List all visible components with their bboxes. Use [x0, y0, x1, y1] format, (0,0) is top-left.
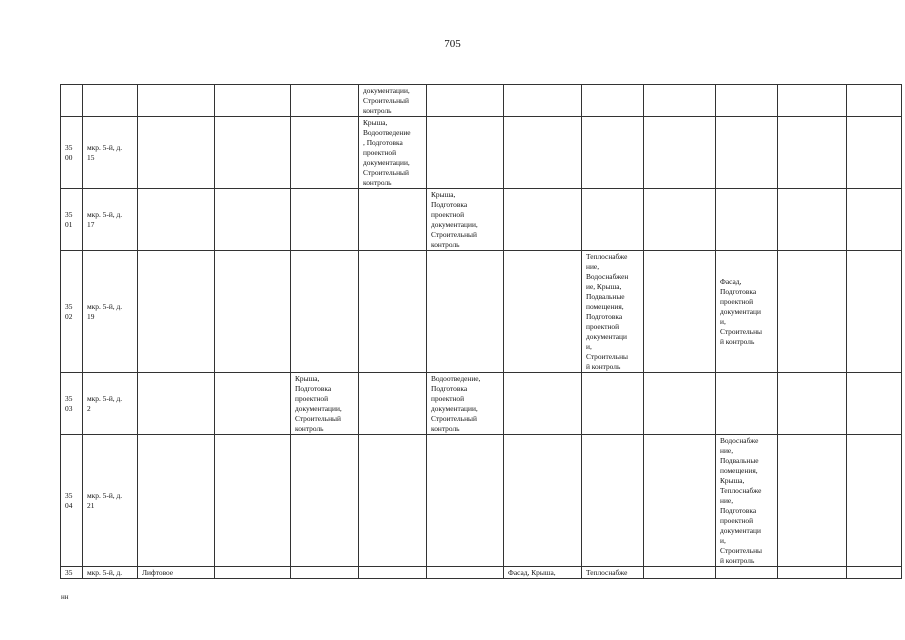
table-cell-address: мкр. 5-й, д. 2 — [83, 373, 138, 435]
table-cell-c11 — [716, 567, 778, 579]
table-cell-c13 — [847, 189, 902, 251]
table-cell-c3 — [138, 373, 215, 435]
table-cell-c8 — [504, 85, 582, 117]
table-cell-c4 — [215, 373, 291, 435]
table-cell-c5 — [291, 85, 359, 117]
table-cell-c11 — [716, 373, 778, 435]
table-row — [61, 85, 902, 117]
table-cell-c6 — [359, 435, 427, 567]
table-cell-c9 — [582, 435, 644, 567]
table-cell-c8 — [504, 117, 582, 189]
footer-note: нн — [61, 593, 69, 601]
table-cell-c12 — [778, 435, 847, 567]
table-cell-c7 — [427, 117, 504, 189]
table-cell-c4 — [215, 435, 291, 567]
table-cell-c5: Крыша, Подготовка проектной документации, Строительный контроль — [291, 373, 359, 435]
table-cell-c10 — [644, 373, 716, 435]
table-cell-c8: Фасад, Крыша, — [504, 567, 582, 579]
table-cell-c13 — [847, 435, 902, 567]
table-cell-c4 — [215, 251, 291, 373]
table-cell-c7 — [427, 85, 504, 117]
table-cell-c9 — [582, 373, 644, 435]
table-cell-c3 — [138, 251, 215, 373]
table-cell-address: мкр. 5-й, д. — [83, 567, 138, 579]
table-cell-c11: Водоснабже ние, Подвальные помещения, Крыша, Теплоснабже ние, Подготовка проектной документаци и, Строительны й контроль — [716, 435, 778, 567]
table-cell-c3 — [138, 117, 215, 189]
table-cell-c9: Теплоснабже ние, Водоснабжен ие, Крыша, Подвальные помещения, Подготовка проектной документаци и, Строительны й контроль — [582, 251, 644, 373]
table-cell-address: мкр. 5-й, д. 21 — [83, 435, 138, 567]
table-cell-c12 — [778, 189, 847, 251]
table-cell-c10 — [644, 567, 716, 579]
table-cell-c6 — [359, 567, 427, 579]
table-cell-c12 — [778, 251, 847, 373]
table-cell-c9 — [582, 85, 644, 117]
table-cell-num: 35 03 — [61, 373, 83, 435]
table-cell-c12 — [778, 117, 847, 189]
table-cell-address — [83, 85, 138, 117]
table-cell-c6: документации, Строительный контроль — [359, 85, 427, 117]
table-cell-c6 — [359, 251, 427, 373]
table-cell-c7: Крыша, Подготовка проектной документации, Строительный контроль — [427, 189, 504, 251]
table-cell-c13 — [847, 567, 902, 579]
table-row — [61, 189, 902, 251]
table-row — [61, 373, 902, 435]
table-cell-num: 35 00 — [61, 117, 83, 189]
table-cell-c12 — [778, 85, 847, 117]
repair-schedule-table — [60, 84, 902, 579]
table-cell-c4 — [215, 189, 291, 251]
table-cell-c3 — [138, 189, 215, 251]
table-cell-c4 — [215, 567, 291, 579]
table-cell-c6 — [359, 373, 427, 435]
table-cell-address: мкр. 5-й, д. 17 — [83, 189, 138, 251]
table-row — [61, 567, 902, 579]
table-cell-c7 — [427, 567, 504, 579]
table-cell-address: мкр. 5-й, д. 19 — [83, 251, 138, 373]
table-cell-num: 35 02 — [61, 251, 83, 373]
table-cell-c4 — [215, 117, 291, 189]
table-cell-c8 — [504, 251, 582, 373]
table-cell-c8 — [504, 435, 582, 567]
table-cell-c12 — [778, 373, 847, 435]
table-cell-c7 — [427, 251, 504, 373]
table-cell-c11 — [716, 117, 778, 189]
table-cell-c6: Крыша, Водоотведение , Подготовка проектной документации, Строительный контроль — [359, 117, 427, 189]
table-cell-address: мкр. 5-й, д. 15 — [83, 117, 138, 189]
table-cell-c13 — [847, 85, 902, 117]
table-cell-c5 — [291, 117, 359, 189]
table-cell-c3 — [138, 85, 215, 117]
table-cell-c5 — [291, 567, 359, 579]
table-cell-num — [61, 85, 83, 117]
table-cell-c6 — [359, 189, 427, 251]
table-cell-c5 — [291, 251, 359, 373]
table-cell-c9: Теплоснабже — [582, 567, 644, 579]
table-cell-c8 — [504, 373, 582, 435]
table-cell-c13 — [847, 251, 902, 373]
table-cell-c13 — [847, 373, 902, 435]
table-cell-c4 — [215, 85, 291, 117]
table-cell-c11 — [716, 85, 778, 117]
table-cell-c3 — [138, 435, 215, 567]
table-cell-c10 — [644, 189, 716, 251]
table-cell-num: 35 04 — [61, 435, 83, 567]
table-cell-c9 — [582, 117, 644, 189]
table-cell-c8 — [504, 189, 582, 251]
table-cell-c12 — [778, 567, 847, 579]
table-cell-c11 — [716, 189, 778, 251]
table-row — [61, 251, 902, 373]
table-cell-c5 — [291, 189, 359, 251]
table-cell-num: 35 01 — [61, 189, 83, 251]
table-cell-c3: Лифтовое — [138, 567, 215, 579]
table-cell-c13 — [847, 117, 902, 189]
table-cell-c7: Водоотведение, Подготовка проектной документации, Строительный контроль — [427, 373, 504, 435]
table-cell-c7 — [427, 435, 504, 567]
table-row — [61, 435, 902, 567]
table-cell-num: 35 — [61, 567, 83, 579]
page-number: 705 — [444, 38, 461, 50]
table-cell-c11: Фасад, Подготовка проектной документаци и, Строительны й контроль — [716, 251, 778, 373]
table-cell-c10 — [644, 85, 716, 117]
table-cell-c10 — [644, 435, 716, 567]
table-cell-c10 — [644, 117, 716, 189]
table-cell-c10 — [644, 251, 716, 373]
table-row — [61, 117, 902, 189]
table-cell-c9 — [582, 189, 644, 251]
table-cell-c5 — [291, 435, 359, 567]
